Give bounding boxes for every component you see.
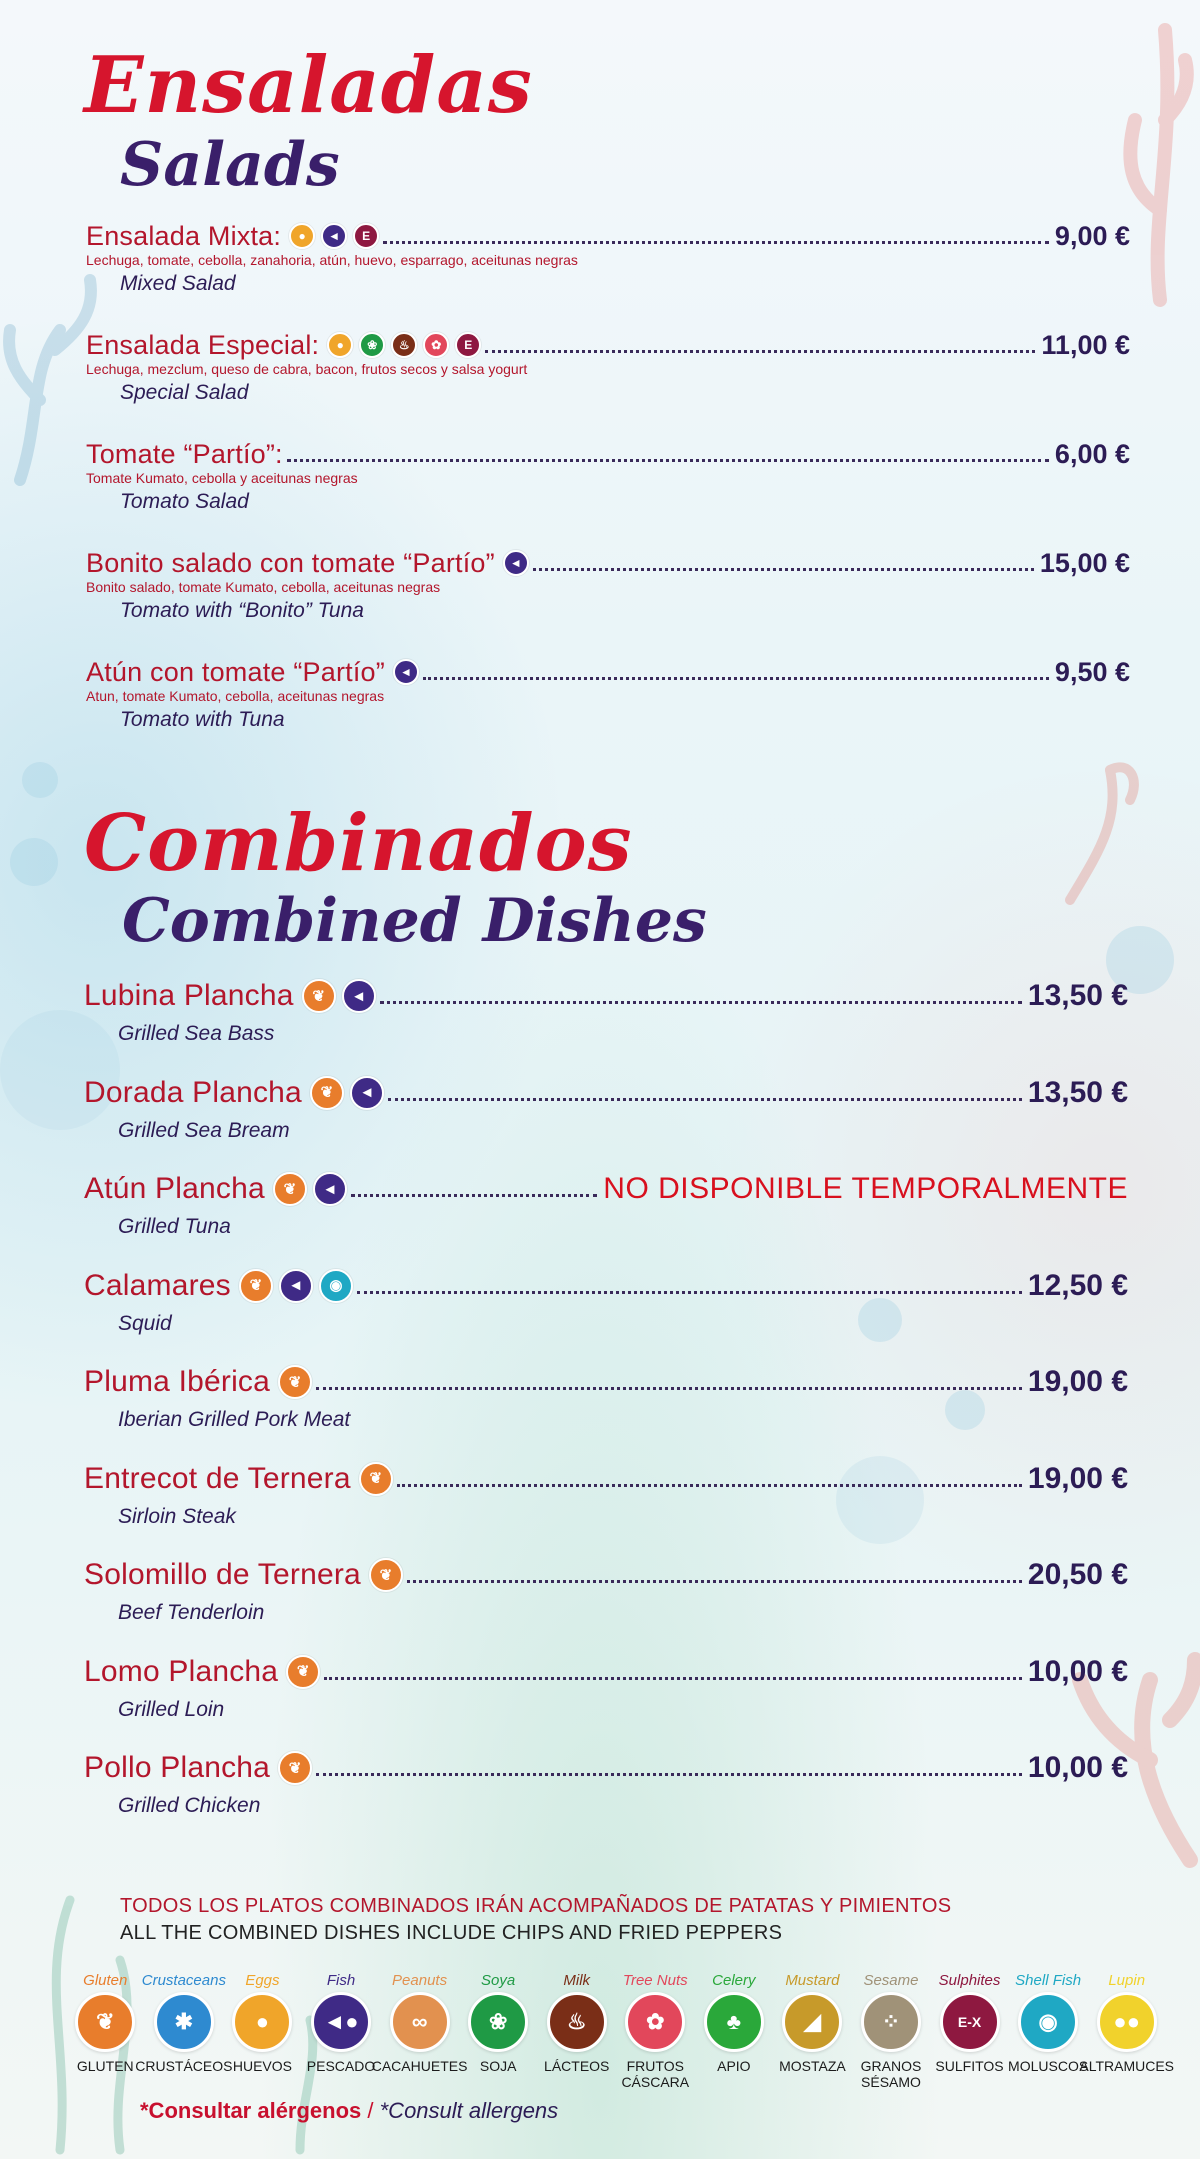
menu-item [84,1268,1128,1336]
legend-label-en: Gluten [83,1972,128,1989]
legend-label-es: FRUTOS CÁSCARA [621,2058,690,2090]
price: 6,00 € [1054,438,1130,469]
dot-leader [287,459,1049,462]
dot-leader [533,568,1034,571]
shellfish-icon: ◉ [1018,1992,1078,2052]
allergen-icons [503,550,529,576]
dish-name-en: Grilled Sea Bream [118,1118,290,1142]
allergen-icons [289,223,379,249]
legend-label-en: Fish [326,1972,356,1989]
soya-icon: ❀ [359,332,385,358]
price: 19,00 € [1027,1461,1128,1495]
price: 19,00 € [1027,1365,1128,1398]
combined-title-en: Combined Dishes [122,886,707,956]
legend-item [223,1972,302,2090]
footer-note-en: ALL THE COMBINED DISHES INCLUDE CHIPS AND FRIED PEPPERS [120,1922,783,1944]
menu-item-row [84,1364,1128,1400]
menu-item [84,1461,1128,1529]
peanuts-icon: ∞ [390,1992,450,2052]
price: 11,00 € [1041,329,1130,360]
dish-name-en: Tomato with Tuna [120,708,285,731]
legend-label-en: Mustard [785,1972,840,1989]
shellfish-icon: ◉ [319,1269,353,1303]
menu-item [86,545,1130,623]
menu-item [86,436,1130,514]
legend-item [1009,1972,1088,2090]
eggs-icon: ● [327,332,353,358]
menu-item [84,1750,1128,1818]
gluten-icon: ❦ [273,1172,307,1206]
menu-item [86,654,1130,732]
dot-leader [351,1194,597,1197]
milk-icon: ♨ [391,332,417,358]
legend-item [371,1972,468,2090]
legend-item [66,1972,145,2090]
gluten-icon: ❦ [286,1655,320,1689]
consult-en: *Consult allergens [379,2098,559,2123]
dish-name: Bonito salado con tomate “Partío” [86,547,495,578]
dot-leader [485,350,1035,353]
sulphites-icon: E-X [940,1992,1000,2052]
legend-label-en: Shell Fish [1015,1972,1082,1989]
soya-icon: ❀ [468,1992,528,2052]
fish-icon: ◄ [393,659,419,685]
fish-icon: ◄ [503,550,529,576]
price: 20,50 € [1027,1558,1128,1591]
menu-item [84,1557,1128,1625]
fish-icon: ◄ [342,979,376,1013]
price: 13,50 € [1027,1075,1128,1109]
gluten-icon: ❦ [310,1076,344,1110]
sulphites-icon: E [353,223,379,249]
allergen-icons [286,1655,320,1689]
legend-label-es: HUEVOS [232,2058,292,2074]
menu-item-row [84,1075,1128,1111]
fish-icon: ◄ [313,1172,347,1206]
legend-label-es: SOJA [479,2058,517,2074]
price: 10,00 € [1027,1751,1128,1784]
menu-item [86,218,1130,296]
dot-leader [316,1773,1022,1776]
dish-description: Atun, tomate Kumato, cebolla, aceitunas negras [86,688,385,704]
menu-item-row [84,978,1128,1014]
legend-item [1079,1972,1175,2090]
milk-icon: ♨ [547,1992,607,2052]
dish-name-en: Grilled Loin [118,1697,225,1721]
fish-icon: ◄ [350,1076,384,1110]
lupin-icon: ●● [1097,1992,1157,2052]
dish-name-en: Tomato Salad [120,490,249,513]
menu-item [84,978,1128,1046]
celery-icon: ♣ [704,1992,764,2052]
dish-description: Bonito salado, tomate Kumato, cebolla, aceitunas negras [86,579,441,595]
price: 15,00 € [1039,547,1130,578]
allergen-icons [302,979,376,1013]
menu-item-row [86,654,1130,690]
price: 9,50 € [1054,656,1130,687]
menu-item-row [86,327,1130,363]
dish-description: Lechuga, mezclum, queso de cabra, bacon, frutos secos y salsa yogurt [86,361,528,377]
dish-description: Tomate Kumato, cebolla y aceitunas negras [86,470,358,486]
gluten-icon: ❦ [278,1751,312,1785]
dish-name: Pluma Ibérica [84,1365,271,1398]
dot-leader [316,1387,1022,1390]
fish-icon: ◄● [311,1992,371,2052]
legend-label-es: GRANOS SÉSAMO [860,2058,922,2090]
gluten-icon: ❦ [369,1558,403,1592]
dot-leader [357,1291,1022,1294]
legend-label-es: GLUTEN [76,2058,134,2074]
legend-label-es: CACAHUETES [371,2058,468,2074]
dish-name: Ensalada Mixta: [86,220,282,251]
legend-item [930,1972,1009,2090]
gluten-icon: ❦ [239,1269,273,1303]
menu-item [84,1654,1128,1722]
tree-nuts-icon: ✿ [625,1992,685,2052]
legend-label-es: APIO [717,2058,751,2074]
consult-separator: / [361,2098,380,2123]
menu-item-row [84,1268,1128,1304]
eggs-icon: ● [232,1992,292,2052]
price: 13,50 € [1027,979,1128,1012]
menu-item [84,1364,1128,1432]
dot-leader [388,1098,1022,1101]
price: 10,00 € [1027,1654,1128,1688]
price: 9,00 € [1054,220,1130,251]
dish-name: Atún con tomate “Partío” [86,656,385,687]
legend-label-en: Sulphites [938,1972,1001,1989]
dish-name: Solomillo de Ternera [84,1558,361,1591]
dish-name-en: Iberian Grilled Pork Meat [118,1408,351,1431]
legend-label-es: ALTRAMUCES [1079,2058,1175,2074]
legend-label-es: SULFITOS [935,2058,1004,2074]
crustaceans-icon: ✱ [154,1992,214,2052]
gluten-icon: ❦ [75,1992,135,2052]
dish-name-en: Mixed Salad [120,272,236,295]
dish-name-en: Beef Tenderloin [118,1601,265,1624]
legend-item [773,1972,852,2090]
price: 12,50 € [1027,1268,1128,1302]
legend-item [302,1972,381,2090]
legend-label-en: Eggs [245,1972,280,1989]
sulphites-icon: E [455,332,481,358]
gluten-icon: ❦ [278,1365,312,1399]
allergen-icons [393,659,419,685]
menu-item-row [84,1654,1128,1690]
combined-title-es: Combinados [84,798,633,889]
legend-item [616,1972,695,2090]
allergen-icons [273,1172,347,1206]
dish-name-en: Squid [118,1311,172,1335]
unavailable-notice: NO DISPONIBLE TEMPORALMENTE [603,1172,1128,1205]
menu-item-row [86,436,1130,472]
mustard-icon: ◢ [782,1992,842,2052]
salads-title-es: Ensaladas [84,40,533,131]
dish-name: Calamares [84,1268,231,1302]
consult-es: *Consultar alérgenos [140,2098,362,2123]
dish-name: Lubina Plancha [84,979,294,1012]
legend-label-es: CRUSTÁCEOS [135,2058,233,2074]
gluten-icon: ❦ [359,1462,393,1496]
dish-description: Lechuga, tomate, cebolla, zanahoria, atún, huevo, esparrago, aceitunas negras [86,252,578,268]
legend-item [135,1972,233,2090]
footer-note-es: TODOS LOS PLATOS COMBINADOS IRÁN ACOMPAÑADOS DE PATATAS Y PIMIENTOS [120,1895,952,1917]
legend-item [459,1972,538,2090]
dish-name-en: Grilled Tuna [118,1215,231,1238]
menu-item-row [86,218,1130,254]
legend-label-en: Milk [563,1972,591,1989]
fish-icon: ◄ [321,223,347,249]
legend-label-en: Soya [481,1972,516,1989]
dish-name-en: Grilled Sea Bass [118,1022,275,1045]
legend-label-es: PESCADO [306,2058,376,2074]
salads-title-en: Salads [120,130,340,200]
allergen-icons [310,1076,384,1110]
menu-item [84,1171,1128,1239]
allergen-icons [369,1558,403,1592]
tree-nuts-icon: ✿ [423,332,449,358]
gluten-icon: ❦ [302,979,336,1013]
allergen-legend [66,1972,1175,2090]
dish-name: Lomo Plancha [84,1654,279,1688]
dish-name: Tomate “Partío”: [86,438,283,469]
legend-item [695,1972,774,2090]
allergen-icons [278,1751,312,1785]
dot-leader [397,1484,1022,1487]
dot-leader [380,1001,1022,1004]
legend-label-en: Tree Nuts [622,1972,688,1989]
menu-item [84,1075,1128,1143]
dish-name: Atún Plancha [84,1172,265,1205]
legend-item [537,1972,616,2090]
menu-item-row [84,1171,1128,1207]
dot-leader [423,677,1049,680]
allergen-icons [359,1462,393,1496]
fish-icon: ◄ [279,1269,313,1303]
dish-name-en: Special Salad [120,381,249,404]
menu-item-row [84,1557,1128,1593]
dish-name-en: Tomato with “Bonito” Tuna [120,599,364,622]
allergen-icons [239,1269,353,1303]
dish-name: Ensalada Especial: [86,329,320,360]
allergen-icons [327,332,481,358]
sesame-icon: ⁘ [861,1992,921,2052]
dish-name: Pollo Plancha [84,1751,271,1784]
eggs-icon: ● [289,223,315,249]
legend-label-en: Sesame [863,1972,919,1989]
menu-item [86,327,1130,405]
menu-item-row [86,545,1130,581]
dot-leader [383,241,1049,244]
legend-label-es: MOLUSCOS [1008,2058,1089,2074]
legend-item [852,1972,931,2090]
dot-leader [324,1677,1022,1680]
menu-item-row [84,1461,1128,1497]
dish-name: Entrecot de Ternera [84,1461,351,1495]
dish-name-en: Sirloin Steak [118,1504,236,1528]
dish-name: Dorada Plancha [84,1075,302,1109]
legend-label-es: LÁCTEOS [544,2058,610,2074]
legend-label-en: Peanuts [392,1972,448,1989]
consult-allergens [140,2098,558,2124]
legend-label-en: Celery [712,1972,756,1989]
allergen-icons [278,1365,312,1399]
menu-item-row [84,1750,1128,1786]
dish-name-en: Grilled Chicken [118,1794,261,1817]
legend-label-en: Lupin [1108,1972,1146,1989]
legend-label-es: MOSTAZA [779,2058,846,2074]
dot-leader [407,1580,1022,1583]
legend-label-en: Crustaceans [141,1972,226,1989]
